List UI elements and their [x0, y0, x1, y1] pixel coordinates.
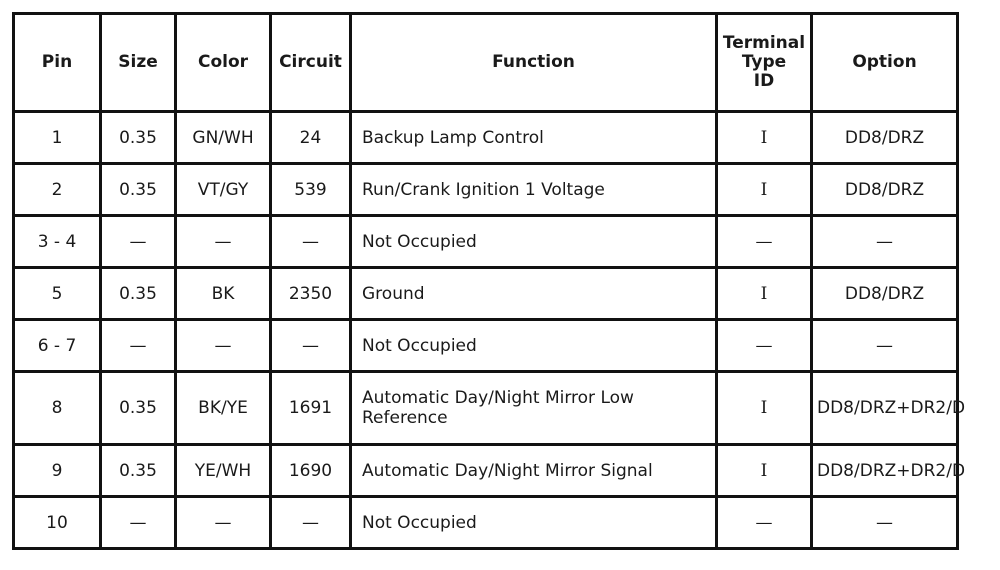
cell-size: — [101, 216, 176, 268]
header-color: Color [176, 14, 271, 112]
table-row [14, 216, 958, 268]
cell-terminal: — [717, 320, 812, 372]
cell-function: Not Occupied [351, 216, 717, 268]
header-terminal-line3: ID [753, 71, 775, 91]
cell-circuit: 1691 [271, 372, 351, 445]
cell-function: Automatic Day/Night Mirror Low Reference [351, 372, 717, 445]
cell-circuit: 24 [271, 112, 351, 164]
cell-terminal: — [717, 497, 812, 549]
cell-terminal: — [717, 216, 812, 268]
cell-pin: 2 [14, 164, 101, 216]
table-row [14, 320, 958, 372]
cell-size: 0.35 [101, 445, 176, 497]
cell-option: DD8/DRZ [812, 164, 958, 216]
table-row [14, 112, 958, 164]
cell-function: Automatic Day/Night Mirror Signal [351, 445, 717, 497]
cell-color: — [176, 216, 271, 268]
header-terminal-type-id [717, 14, 812, 112]
header-function: Function [351, 14, 717, 112]
cell-size: 0.35 [101, 372, 176, 445]
header-row [14, 14, 958, 112]
cell-option: — [812, 320, 958, 372]
cell-pin: 1 [14, 112, 101, 164]
cell-function: Ground [351, 268, 717, 320]
header-terminal-line1: Terminal [722, 33, 806, 53]
table-row [14, 268, 958, 320]
cell-circuit: — [271, 216, 351, 268]
table-body [14, 112, 966, 549]
cell-option: DD8/DRZ+DR2/D [812, 372, 958, 445]
cell-function: Run/Crank Ignition 1 Voltage [351, 164, 717, 216]
cell-color: YE/WH [176, 445, 271, 497]
cell-function: Backup Lamp Control [351, 112, 717, 164]
header-circuit: Circuit [271, 14, 351, 112]
cell-color: BK [176, 268, 271, 320]
cell-pin: 9 [14, 445, 101, 497]
cell-option: — [812, 216, 958, 268]
cell-terminal: I [717, 445, 812, 497]
cell-color: BK/YE [176, 372, 271, 445]
table-row [14, 497, 958, 549]
cell-terminal: I [717, 164, 812, 216]
header-terminal-line2: Type [741, 52, 787, 72]
cell-pin: 6 - 7 [14, 320, 101, 372]
cell-function: Not Occupied [351, 320, 717, 372]
connector-pinout-table [12, 12, 966, 550]
header-pin: Pin [14, 14, 101, 112]
cell-circuit: 2350 [271, 268, 351, 320]
cell-size: — [101, 320, 176, 372]
table-row [14, 164, 958, 216]
cell-terminal: I [717, 372, 812, 445]
cell-color: GN/WH [176, 112, 271, 164]
header-size: Size [101, 14, 176, 112]
cell-color: VT/GY [176, 164, 271, 216]
cell-color: — [176, 320, 271, 372]
cell-circuit: 1690 [271, 445, 351, 497]
cell-option: — [812, 497, 958, 549]
cell-pin: 5 [14, 268, 101, 320]
cell-function: Not Occupied [351, 497, 717, 549]
cell-size: 0.35 [101, 164, 176, 216]
cell-size: 0.35 [101, 112, 176, 164]
cell-size: 0.35 [101, 268, 176, 320]
cell-color: — [176, 497, 271, 549]
cell-terminal: I [717, 268, 812, 320]
cell-option: DD8/DRZ [812, 112, 958, 164]
cell-circuit: 539 [271, 164, 351, 216]
cell-circuit: — [271, 497, 351, 549]
cell-option: DD8/DRZ [812, 268, 958, 320]
cell-pin: 10 [14, 497, 101, 549]
header-option: Option [812, 14, 958, 112]
cell-pin: 3 - 4 [14, 216, 101, 268]
cell-terminal: I [717, 112, 812, 164]
cell-circuit: — [271, 320, 351, 372]
cell-option: DD8/DRZ+DR2/D [812, 445, 958, 497]
table-row [14, 445, 958, 497]
cell-pin: 8 [14, 372, 101, 445]
table-row [14, 372, 958, 445]
cell-size: — [101, 497, 176, 549]
